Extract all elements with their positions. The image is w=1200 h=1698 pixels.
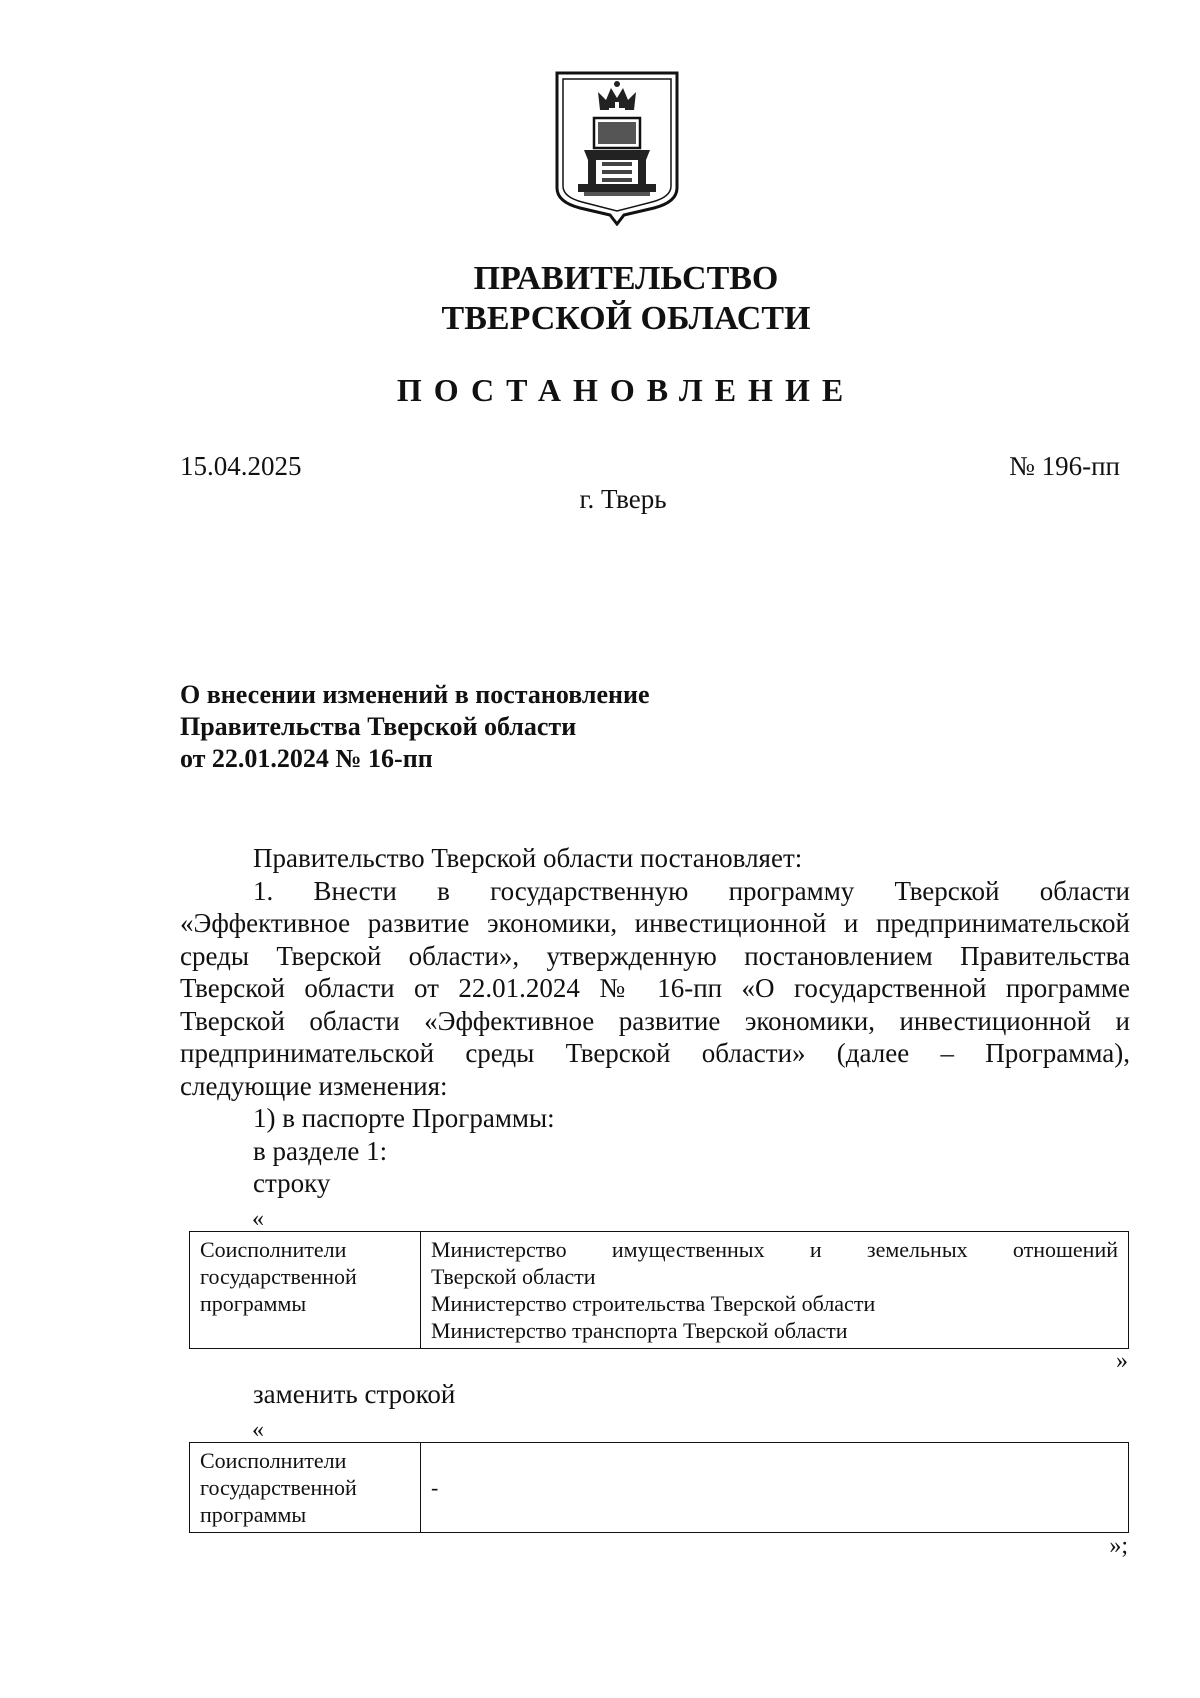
cell-line: Министерство транспорта Тверской области [431,1318,848,1343]
table-cell-value [421,1232,1129,1349]
quote-open-mark: « [252,1206,264,1232]
paragraph-line: 1. Внести в государственную программу Тверской области [253,875,1130,906]
subject-line: О внесении изменений в постановление [180,680,650,709]
table-row [190,1443,1129,1533]
cell-line: Министерство имущественных и земельных отношений [431,1237,1118,1262]
table-old-row [189,1231,1129,1349]
document-date: 15.04.2025 [180,451,302,481]
cell-line: Соисполнители [200,1237,347,1262]
cell-line: Министерство строительства Тверской области [431,1291,876,1316]
item-line: 1) в паспорте Программы: [253,1103,555,1133]
paragraph-line: среды Тверской области», утвержденную постановлением Правительства [180,940,1130,971]
replace-instruction [180,1378,1130,1411]
cell-line: программы [200,1502,307,1527]
quote-close-mark: » [1116,1348,1128,1374]
cell-line: государственной [200,1475,357,1500]
document-type: ПОСТАНОВЛЕНИЕ [396,372,856,408]
table-cell-label [190,1443,421,1533]
document-body [180,842,1130,1200]
quote-close-mark: »; [1109,1533,1128,1559]
organization-title-line2: ТВЕРСКОЙ ОБЛАСТИ [441,300,811,337]
quote-open-mark: « [252,1417,264,1443]
organization-title-line1: ПРАВИТЕЛЬСТВО [473,260,779,297]
cell-line: государственной [200,1264,357,1289]
table-cell-value: - [421,1443,1129,1533]
cell-line: Соисполнители [200,1448,347,1473]
paragraph-line: следующие изменения: [180,1070,448,1101]
document-subject [180,679,650,775]
paragraph-line: Тверской области «Эффективное развитие экономики, инвестиционной и [180,1005,1130,1036]
document-number: № 196-пп [1009,451,1120,481]
table-row [190,1232,1129,1349]
coat-of-arms-icon [554,70,680,226]
replace-line: заменить строкой [253,1379,456,1409]
paragraph-line: «Эффективное развитие экономики, инвестиционной и предпринимательской [180,908,1130,938]
paragraph-line: предпринимательской среды Тверской области» (далее – Программа), [180,1038,1130,1068]
table-cell-label [190,1232,421,1349]
cell-line: программы [200,1291,307,1316]
decree-line: Правительство Тверской области постановляет: [253,843,803,873]
section-line: в разделе 1: [253,1135,388,1166]
row-word-line: строку [253,1168,331,1198]
table-new-row [189,1442,1129,1533]
document-city: г. Тверь [579,484,667,514]
subject-line: от 22.01.2024 № 16-пп [180,744,433,773]
cell-line: Тверской области [431,1264,596,1289]
paragraph-line: Тверской области от 22.01.2024 № 16-пп «О государственной программе [180,973,1130,1003]
subject-line: Правительства Тверской области [180,712,577,741]
